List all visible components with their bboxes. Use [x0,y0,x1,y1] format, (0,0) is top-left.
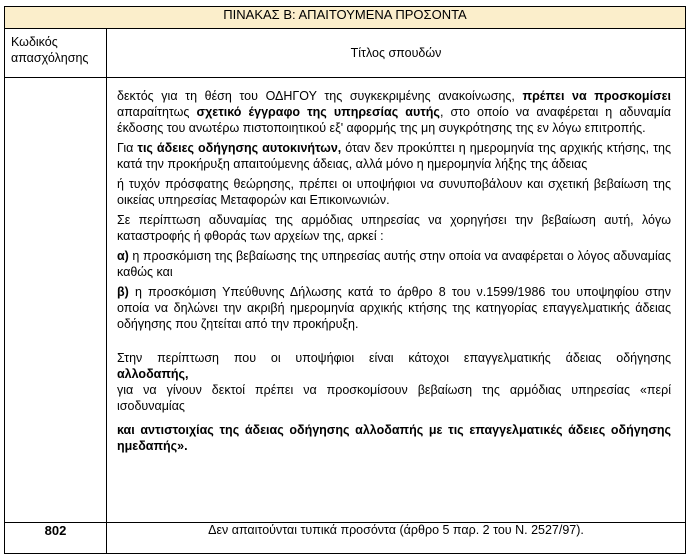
requirements-table [4,6,686,554]
table-row [5,78,686,523]
list-item-b: β) η προσκόμιση Υπεύθυνης Δήλωσης κατά το άρθρο 8 του ν.1599/1986 του υποψηφίου στην οποία να δηλώνει την ακριβή ημερομηνία αρχικής κτήσης της κατηγορίας επαγγελματικής άδειας οδήγησης που ζητείται από την προκήρυξη. [117,285,672,331]
no-formal-requirements-text: Δεν απαιτούνται τυπικά προσόντα (άρθρο 5 παρ. 2 του Ν. 2527/97). [107,523,686,554]
paragraph-5-line1: Στην περίπτωση που οι υποψήφιοι είναι κάτοχοι επαγγελματικής άδειας οδήγησης [117,351,672,365]
paragraph-5-line2: αλλοδαπής, [117,367,189,381]
list-item-a: α) η προσκόμιση της βεβαίωσης της υπηρεσίας αυτής στην οποία να αναφέρεται ο λόγος αδυναμίας καθώς και [117,249,672,279]
paragraph-6: για να γίνουν δεκτοί πρέπει να προσκομίσουν βεβαίωση της αρμόδιας υπηρεσίας «περί ισοδυναμίας [117,383,672,413]
header-degree-title: Τίτλος σπουδών [107,29,686,78]
code-cell-empty [5,78,107,523]
header-job-code-line1: Κωδικός [11,35,58,49]
header-job-code [5,29,107,78]
paragraph-1: δεκτός για τη θέση του ΟΔΗΓΟΥ της συγκεκριμένης ανακοίνωσης, πρέπει να προσκομίσει απαραίτητως σχετικό έγγραφο της υπηρεσίας αυτής, στο οποίο να αναφέρεται η αδυναμία έκδοσης του ανωτέρω πιστοποιητικού εξ' αφορμής της μη συγκρότησης της εν λόγω επιτροπής. [117,89,672,135]
table-header-row [5,29,686,78]
table-title-row [5,7,686,29]
paragraph-7: και αντιστοιχίας της άδειας οδήγησης αλλοδαπής με τις επαγγελματικές άδειες οδήγησης ημεδαπής». [117,423,672,453]
table-row [5,523,686,554]
table-title: ΠΙΝΑΚΑΣ Β: ΑΠΑΙΤΟΥΜΕΝΑ ΠΡΟΣΟΝΤΑ [5,7,686,29]
paragraph-3: ή τυχόν πρόσφατης θεώρησης, πρέπει οι υποψήφιοι να συνυποβάλουν και σχετική βεβαίωση της οικείας υπηρεσίας Μεταφορών και Επικοινωνιών. [117,177,672,207]
header-job-code-line2: απασχόλησης [11,51,89,65]
paragraph-2: Για τις άδειες οδήγησης αυτοκινήτων, όταν δεν προκύπτει η ημερομηνία της αρχικής κτήσης, της κατά την προκήρυξη απαιτούμενης άδειας, αλλά μόνο η ημερομηνία λήξης της άδειας [117,141,672,171]
requirements-text-cell [107,78,686,523]
paragraph-4: Σε περίπτωση αδυναμίας της αρμόδιας υπηρεσίας να χορηγήσει την βεβαίωση αυτή, λόγω καταστροφής ή φθοράς των αρχείων της, αρκεί : [117,213,672,243]
job-code-802: 802 [5,523,107,554]
